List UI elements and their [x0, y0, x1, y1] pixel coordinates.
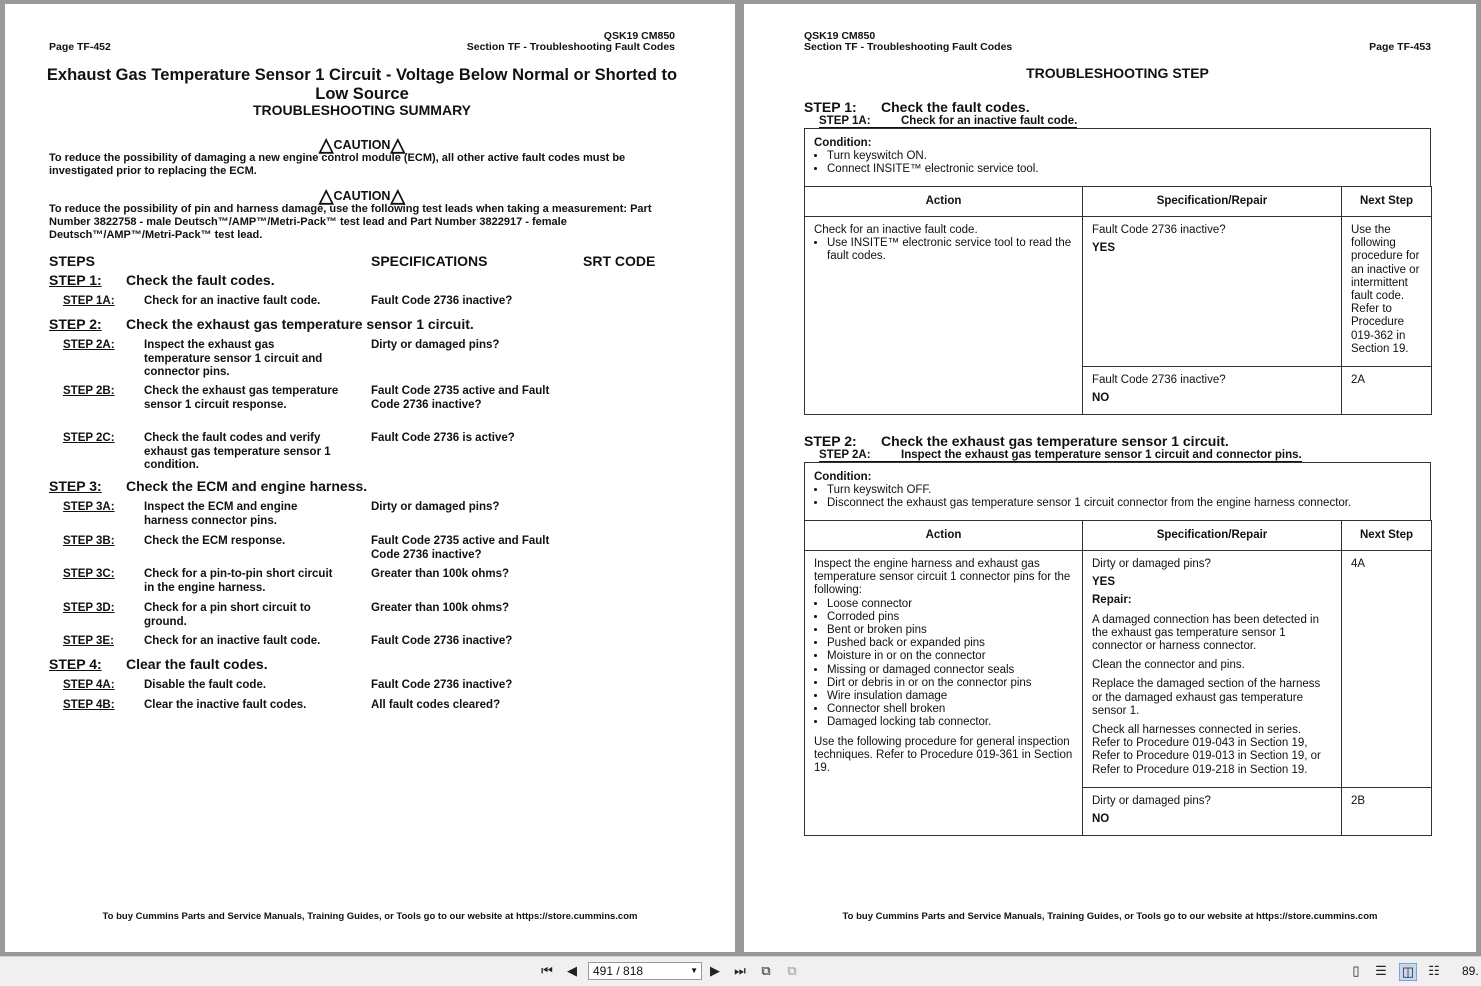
header-model: QSK19 CM850: [603, 30, 675, 42]
continuous-view-icon[interactable]: ☰: [1375, 963, 1387, 978]
condition-label: Condition:: [814, 137, 872, 149]
caution-text-2: To reduce the possibility of pin and harness damage, use the following test leads when taking a measurement: Part Number 3822758 - male Deutsch™/AMP™/Metri-Pack™ test lead and Part Number 3822917 - female Deutsch™/AMP™/Metri-Pack™ test lead.: [49, 203, 652, 241]
step-2a-table: [804, 520, 1432, 836]
page-footer: To buy Cummins Parts and Service Manuals, Training Guides, or Tools go to our website at https://store.cummins.com: [102, 911, 638, 922]
warning-triangle-icon: △: [390, 186, 406, 207]
next-page-icon[interactable]: ▶: [710, 963, 720, 978]
substep-link[interactable]: STEP 3E:: [63, 635, 114, 647]
two-page-view-icon[interactable]: ◫: [1399, 963, 1417, 981]
header-model: QSK19 CM850: [804, 30, 876, 42]
page-title: TROUBLESHOOTING STEP: [1026, 65, 1209, 81]
condition-item: • Turn keyswitch OFF.: [827, 484, 1421, 497]
condition-item: • Turn keyswitch ON.: [827, 150, 1421, 163]
step-2-heading: STEP 2: Check the exhaust gas temperature sensor 1 circuit.: [804, 433, 1229, 449]
condition-label: Condition:: [814, 471, 872, 483]
answer-no: NO: [1092, 392, 1110, 405]
repair-label: Repair:: [1092, 594, 1132, 607]
column-header-srt-code: SRT CODE: [583, 253, 656, 269]
substep-link[interactable]: STEP 3C:: [63, 568, 115, 580]
substep-link[interactable]: STEP 4A:: [63, 679, 115, 691]
warning-triangle-icon: △: [318, 135, 334, 156]
copy-icon[interactable]: ⧉: [787, 963, 797, 978]
left-page: QSK19 CM850 Page TF-452 Section TF - Troubleshooting Fault Codes Exhaust Gas Temperature Sensor 1 Circuit - Voltage Below Normal or Shorted to Low Source TROUBLESHOOTING SUMMARY △CAUTION△ To reduce the possibility of damaging a new engine control module (ECM), all other active fault codes must be investigated prior to replacing the ECM. △CAUTION△ To reduce the possibility of pin and harness damage, use the following test leads when taking a measurement: Part Number 3822758 - male Deutsch™/AMP™/Metri-Pack™ test lead and Part Number 3822917 - female Deutsch™/AMP™/Metri-Pack™ test lead. STEPS SPECIFICATIONS SRT CODE STEP 1: Check the fault codes. STEP 2: Check the exhaust gas temperature sensor 1 circuit. STEP 3: Check the ECM and engine harness. STEP 4: Clear the fault codes. STEP 1A: Check for an inactive fault code. Fault Code 2736 inactive? STEP 2A: Inspect the exhaust gas temperature sensor 1 circuit and connector pins. Dirty or damaged pins? STEP 2B: Check the exhaust gas temperature sensor 1 circuit response. Fault Code 2735 active and Fault Code 2736 inactive? STEP 2C: Check the fault codes and verify exhaust gas temperature sensor 1 condition. Fault Code 2736 is active? STEP 3A: Inspect the ECM and engine harness connector pins. Dirty or damaged pins? STEP 3B: Check the ECM response. Fault Code 2735 active and Fault Code 2736 inactive? STEP 3C: Check for a pin-to-pin short circuit in the engine harness. Greater than 100k ohms? STEP 3D: Check for a pin short circuit to ground. Greater than 100k ohms? STEP 3E: Check for an inactive fault code. Fault Code 2736 inactive? STEP 4A: Disable the fault code. Fault Code 2736 inactive? STEP 4B: Clear the inactive fault codes. All fault codes cleared? To buy Cummins Parts and Service Manuals, Training Guides, or Tools go to our website at https://store.cummins.com: [5, 4, 735, 952]
next-step-cell: 2A: [1342, 367, 1432, 415]
header-section: Section TF - Troubleshooting Fault Codes: [804, 41, 1013, 53]
right-page: [744, 4, 1476, 952]
action-cell: Check for an inactive fault code. • Use INSITE™ electronic service tool to read the fault codes.: [805, 217, 1083, 415]
two-page-continuous-icon[interactable]: ☷: [1428, 963, 1440, 978]
column-header-steps: STEPS: [49, 253, 95, 269]
condition-box-2: [804, 462, 1431, 521]
step-2a-heading: STEP 2A: Inspect the exhaust gas temperature sensor 1 circuit and connector pins.: [819, 449, 1302, 461]
zoom-level[interactable]: 89.: [1462, 964, 1479, 978]
step-1a-heading: STEP 1A: Check for an inactive fault code.: [819, 115, 1078, 127]
substep-link[interactable]: STEP 4B:: [63, 699, 115, 711]
step-1-heading: STEP 1: Check the fault codes.: [804, 99, 1030, 115]
next-step-cell: Use the following procedure for an inactive or intermittent fault code. Refer to Procedure 019-362 in Section 19.: [1342, 217, 1432, 367]
spec-cell: Dirty or damaged pins? YES Repair: A damaged connection has been detected in the exhaust gas temperature sensor 1 connector or harness connector. Clean the connector and pins. Replace the damaged section of the harness or the damaged exhaust gas temperature sensor 1. Check all harnesses connected in series. Refer to Procedure 019-043 in Section 19, Refer to Procedure 019-013 in Section 19, or Refer to Procedure 019-218 in Section 19.: [1083, 551, 1342, 788]
answer-yes: YES: [1092, 576, 1116, 589]
first-page-icon[interactable]: ⏮: [541, 963, 553, 978]
column-header-specifications: SPECIFICATIONS: [371, 253, 488, 269]
header-page-number: Page TF-453: [1369, 41, 1431, 53]
caution-heading-1: △CAUTION△: [318, 135, 406, 156]
substep-link[interactable]: STEP 3A:: [63, 501, 115, 513]
last-page-icon[interactable]: ⏭: [734, 963, 746, 978]
page-number-select[interactable]: 491 / 818 ▼: [588, 962, 702, 980]
substep-link[interactable]: STEP 2B:: [63, 385, 115, 397]
condition-box-1: [804, 128, 1431, 187]
page-footer: To buy Cummins Parts and Service Manuals, Training Guides, or Tools go to our website at https://store.cummins.com: [842, 911, 1378, 922]
summary-step-4: STEP 4: Clear the fault codes.: [49, 656, 268, 672]
spec-cell: Fault Code 2736 inactive? YES: [1083, 217, 1342, 367]
answer-yes: YES: [1092, 242, 1116, 255]
action-cell: Inspect the engine harness and exhaust gas temperature sensor circuit 1 connector pins for the following: • Loose connector • Corroded pins • Bent or broken pins • Pushed back or expanded pins • Moisture in or on the connector • Missing or damaged connector seals • Dirt or debris in or on the connector pins • Wire insulation damage • Connector shell broken • Damaged locking tab connector. Use the following procedure for general inspection techniques. Refer to Procedure 019-361 in Section 19.: [805, 551, 1083, 836]
substep-link[interactable]: STEP 1A:: [63, 295, 115, 307]
page-title: Exhaust Gas Temperature Sensor 1 Circuit - Voltage Below Normal or Shorted to Low Source: [46, 66, 678, 103]
substep-link[interactable]: STEP 2A:: [63, 339, 115, 351]
summary-step-2: STEP 2: Check the exhaust gas temperature sensor 1 circuit.: [49, 316, 474, 332]
header-section: Section TF - Troubleshooting Fault Codes: [466, 41, 675, 53]
column-action: Action: [805, 521, 1083, 551]
substep-link[interactable]: STEP 3B:: [63, 535, 115, 547]
column-next-step: Next Step: [1342, 521, 1432, 551]
condition-item: • Disconnect the exhaust gas temperature sensor 1 circuit connector from the engine harness connector.: [827, 497, 1421, 510]
summary-step-3: STEP 3: Check the ECM and engine harness.: [49, 478, 368, 494]
column-specification: Specification/Repair: [1083, 187, 1342, 217]
column-action: Action: [805, 187, 1083, 217]
warning-triangle-icon: △: [390, 135, 406, 156]
substep-link[interactable]: STEP 3D:: [63, 602, 115, 614]
next-step-cell: 2B: [1342, 788, 1432, 836]
column-specification: Specification/Repair: [1083, 521, 1342, 551]
caution-heading-2: △CAUTION△: [318, 186, 406, 207]
substep-link[interactable]: STEP 2C:: [63, 432, 115, 444]
answer-no: NO: [1092, 813, 1110, 826]
rotate-icon[interactable]: ⧉: [761, 963, 771, 978]
chevron-down-icon: ▼: [690, 966, 698, 975]
caution-text-1: To reduce the possibility of damaging a new engine control module (ECM), all other active fault codes must be investigated prior to replacing the ECM.: [49, 152, 626, 177]
next-step-cell: 4A: [1342, 551, 1432, 788]
spec-cell: Dirty or damaged pins? NO: [1083, 788, 1342, 836]
warning-triangle-icon: △: [318, 186, 334, 207]
viewer-toolbar: [0, 956, 1481, 986]
page-subtitle: TROUBLESHOOTING SUMMARY: [252, 102, 472, 118]
single-page-view-icon[interactable]: ▯: [1352, 963, 1360, 978]
step-1a-table: [804, 186, 1432, 415]
column-next-step: Next Step: [1342, 187, 1432, 217]
prev-page-icon[interactable]: ◀: [567, 963, 577, 978]
summary-step-1: STEP 1: Check the fault codes.: [49, 272, 275, 288]
condition-item: • Connect INSITE™ electronic service tool.: [827, 163, 1421, 176]
spec-cell: Fault Code 2736 inactive? NO: [1083, 367, 1342, 415]
header-page-number: Page TF-452: [49, 41, 111, 53]
